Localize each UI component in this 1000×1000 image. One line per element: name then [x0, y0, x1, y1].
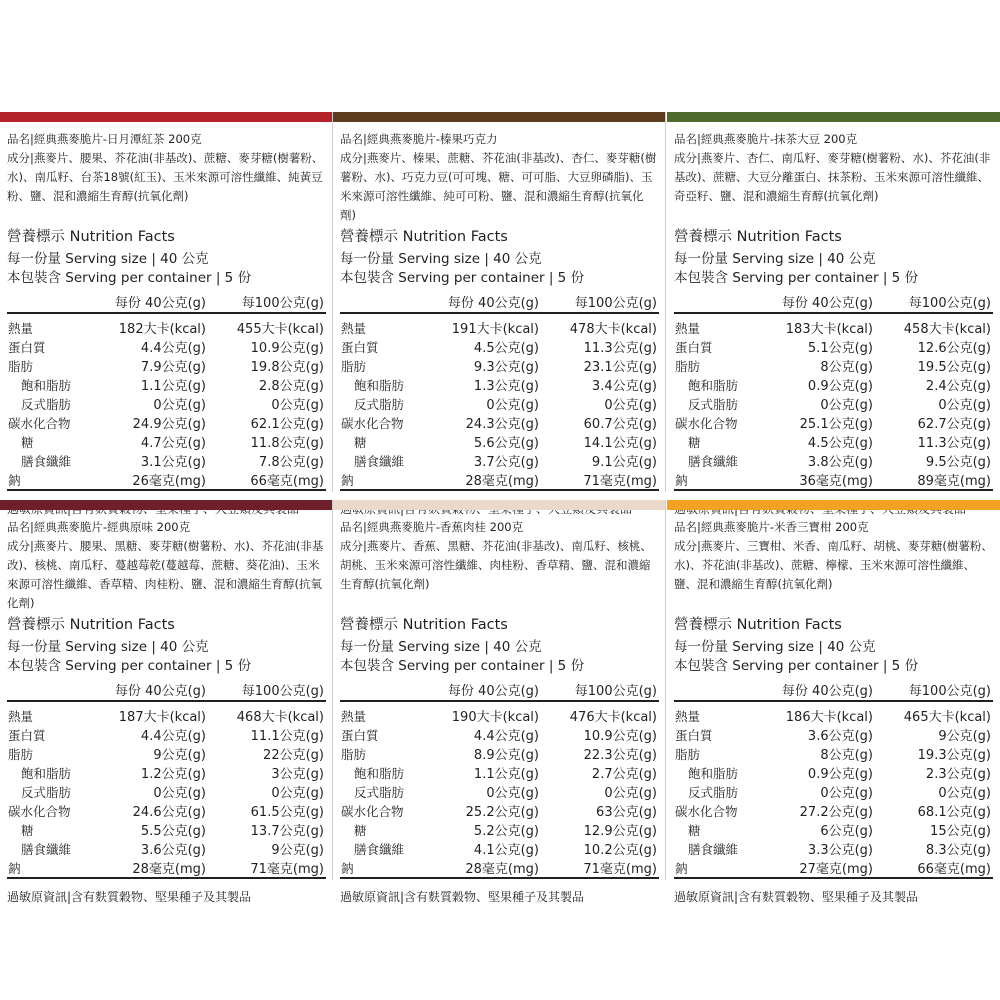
nutrient-row: [7, 413, 326, 432]
nutrient-row: [674, 432, 993, 451]
per-serving-value: 3.1公克(g): [140, 455, 206, 470]
per-100g-value: 19.5公克(g): [917, 360, 991, 375]
per-serving-value: 28毫克(mg): [428, 858, 541, 878]
nutrient-name: 糖: [688, 822, 701, 838]
nutrient-name: 膳食纖維: [688, 841, 739, 857]
per-serving-value: 36毫克(mg): [762, 470, 875, 490]
nutrient-row: [674, 701, 993, 725]
nutrient-name: 熱量: [341, 708, 367, 724]
nutrient-name: 糖: [21, 822, 34, 838]
nutrient-row: [340, 725, 659, 744]
nutrient-name: 蛋白質: [8, 727, 46, 743]
nutrition-panel: [667, 500, 1000, 904]
per-serving-value: 24.9公克(g): [132, 417, 206, 432]
nutrient-name: 脂肪: [675, 746, 701, 762]
serving-size: 每一份量 Serving size | 40 公克: [674, 639, 876, 655]
nutrient-name: 蛋白質: [8, 339, 46, 355]
per-serving-value: 25.1公克(g): [799, 417, 873, 432]
per-100g-value: 0公克(g): [271, 786, 324, 801]
per-100g-value: 71毫克(mg): [541, 858, 659, 878]
nutrient-row: [674, 313, 993, 337]
nutrient-row: [7, 394, 326, 413]
color-bar: [667, 500, 1000, 510]
nutrition-panel: [333, 112, 666, 492]
nutrient-row: [674, 858, 993, 878]
nutrient-row: [674, 725, 993, 744]
per-serving-value: 0公克(g): [486, 398, 539, 413]
per-100g-value: 10.9公克(g): [583, 729, 657, 744]
per-serving-value: 182大卡(kcal): [118, 322, 206, 337]
per-serving-value: 1.3公克(g): [473, 379, 539, 394]
servings-per-container: 本包裝含 Serving per container | 5 份: [340, 658, 585, 674]
per-100g-value: 3.4公克(g): [591, 379, 657, 394]
per-serving-value: 4.5公克(g): [807, 436, 873, 451]
nutrient-name: 蛋白質: [675, 727, 713, 743]
ingredients: 成分|燕麥片、腰果、芥花油(非基改)、蔗糖、麥芽糖(樹薯粉、水)、南瓜籽、台茶18號(紅玉)、玉米來源可溶性纖維、純黃豆粉、鹽、混和濃縮生育醇(抗氧化劑): [7, 151, 324, 203]
nutrient-name: 糖: [354, 822, 367, 838]
nutrient-name: 碳水化合物: [8, 415, 71, 431]
nutrient-name: 鈉: [340, 858, 428, 878]
per-100g-value: 63公克(g): [596, 805, 657, 820]
nutrient-row: [7, 858, 326, 878]
nutrient-name: 鈉: [7, 858, 95, 878]
nutrition-panel: [667, 112, 1000, 492]
color-bar: [0, 500, 332, 510]
nutrient-name: 蛋白質: [341, 339, 379, 355]
nutrient-row: [340, 413, 659, 432]
per-100g-value: 11.8公克(g): [250, 436, 324, 451]
per-serving-value: 0.9公克(g): [807, 767, 873, 782]
nutrition-panel: [0, 112, 333, 492]
per-100g-value: 0公克(g): [271, 398, 324, 413]
serving-size: 每一份量 Serving size | 40 公克: [7, 639, 209, 655]
per-serving-value: 4.4公克(g): [140, 341, 206, 356]
per-serving-value: 3.6公克(g): [807, 729, 873, 744]
per-100g-value: 8.3公克(g): [925, 843, 991, 858]
per-serving-value: 8公克(g): [820, 748, 873, 763]
per-100g-value: 455大卡(kcal): [236, 322, 324, 337]
nutrient-name: 糖: [688, 434, 701, 450]
nutrient-name: 熱量: [8, 708, 34, 724]
nutrient-name: 膳食纖維: [21, 453, 72, 469]
per-serving-value: 28毫克(mg): [95, 858, 208, 878]
per-serving-value: 6公克(g): [820, 824, 873, 839]
col-header-100g: 每100公克(g): [875, 291, 993, 313]
per-serving-value: 27.2公克(g): [799, 805, 873, 820]
facts-title: 營養標示 Nutrition Facts: [674, 617, 842, 633]
allergen-info: 過敏原資訊|含有麩質穀物、堅果種子及其製品: [674, 890, 919, 904]
nutrient-name: 飽和脂肪: [21, 377, 72, 393]
nutrient-row: [7, 375, 326, 394]
nutrient-row: [7, 744, 326, 763]
nutrient-row: [340, 337, 659, 356]
per-serving-value: 0公克(g): [820, 398, 873, 413]
nutrient-row: [340, 858, 659, 878]
nutrient-name: 膳食纖維: [354, 841, 405, 857]
per-serving-value: 5.2公克(g): [473, 824, 539, 839]
col-header-100g: 每100公克(g): [541, 679, 659, 701]
per-100g-value: 0公克(g): [604, 398, 657, 413]
per-100g-value: 2.3公克(g): [925, 767, 991, 782]
per-100g-value: 9公克(g): [938, 729, 991, 744]
per-100g-value: 478大卡(kcal): [569, 322, 657, 337]
nutrient-name: 碳水化合物: [675, 415, 738, 431]
ingredients: 成分|燕麥片、三寶柑、米香、南瓜籽、胡桃、麥芽糖(樹薯粉、水)、芥花油(非基改)、蔗糖、檸檬、玉米來源可溶性纖維、鹽、混和濃縮生育醇(抗氧化劑): [674, 539, 993, 591]
nutrient-name: 脂肪: [341, 746, 367, 762]
facts-title: 營養標示 Nutrition Facts: [7, 617, 175, 633]
nutrient-row: [674, 356, 993, 375]
per-serving-value: 4.4公克(g): [473, 729, 539, 744]
per-100g-value: 12.9公克(g): [583, 824, 657, 839]
nutrient-name: 熱量: [675, 320, 701, 336]
nutrient-name: 膳食纖維: [688, 453, 739, 469]
per-100g-value: 0公克(g): [938, 786, 991, 801]
nutrient-name: 碳水化合物: [341, 415, 404, 431]
ingredients: 成分|燕麥片、杏仁、南瓜籽、麥芽糖(樹薯粉、水)、芥花油(非基改)、蔗糖、大豆分離蛋白、抹茶粉、玉米來源可溶性纖維、奇亞籽、鹽、混和濃縮生育醇(抗氧化劑): [674, 151, 991, 203]
nutrient-name: 脂肪: [8, 746, 34, 762]
per-100g-value: 66毫克(mg): [208, 470, 326, 490]
per-serving-value: 3.6公克(g): [140, 843, 206, 858]
servings-per-container: 本包裝含 Serving per container | 5 份: [674, 658, 919, 674]
nutrient-row: [340, 394, 659, 413]
col-header-100g: 每100公克(g): [208, 291, 326, 313]
nutrient-row: [674, 375, 993, 394]
nutrition-table: [7, 679, 326, 879]
per-serving-value: 9.3公克(g): [473, 360, 539, 375]
nutrient-row: [340, 451, 659, 470]
nutrient-name: 熱量: [675, 708, 701, 724]
col-header-serving: 每份 40公克(g): [95, 291, 208, 313]
col-header-serving: 每份 40公克(g): [762, 679, 875, 701]
per-serving-value: 25.2公克(g): [465, 805, 539, 820]
servings-per-container: 本包裝含 Serving per container | 5 份: [7, 270, 252, 286]
nutrition-table: [674, 679, 993, 879]
per-100g-value: 2.4公克(g): [925, 379, 991, 394]
per-100g-value: 19.8公克(g): [250, 360, 324, 375]
per-100g-value: 10.9公克(g): [250, 341, 324, 356]
product-name: 品名|經典燕麥脆片-榛果巧克力: [340, 132, 498, 146]
per-100g-value: 9.1公克(g): [591, 455, 657, 470]
nutrition-panel: [333, 500, 666, 904]
per-serving-value: 24.3公克(g): [465, 417, 539, 432]
nutrient-row: [674, 839, 993, 858]
per-serving-value: 5.6公克(g): [473, 436, 539, 451]
serving-size: 每一份量 Serving size | 40 公克: [674, 251, 876, 267]
per-100g-value: 14.1公克(g): [583, 436, 657, 451]
color-bar: [333, 500, 665, 510]
color-bar: [667, 112, 1000, 122]
nutrient-row: [7, 820, 326, 839]
nutrient-name: 糖: [21, 434, 34, 450]
per-serving-value: 0公克(g): [820, 786, 873, 801]
nutrient-row: [340, 432, 659, 451]
nutrient-name: 鈉: [340, 470, 428, 490]
nutrient-row: [340, 701, 659, 725]
product-name: 品名|經典燕麥脆片-經典原味 200克: [7, 520, 191, 534]
nutrient-row: [7, 313, 326, 337]
per-serving-value: 4.7公克(g): [140, 436, 206, 451]
nutrient-row: [674, 451, 993, 470]
nutrient-name: 脂肪: [341, 358, 367, 374]
per-serving-value: 9公克(g): [153, 748, 206, 763]
per-serving-value: 187大卡(kcal): [118, 710, 206, 725]
nutrition-table: [340, 291, 659, 491]
color-bar: [0, 112, 332, 122]
per-100g-value: 7.8公克(g): [258, 455, 324, 470]
col-header-100g: 每100公克(g): [541, 291, 659, 313]
per-serving-value: 5.1公克(g): [807, 341, 873, 356]
per-100g-value: 9.5公克(g): [925, 455, 991, 470]
nutrient-name: 飽和脂肪: [688, 377, 739, 393]
product-name: 品名|經典燕麥脆片-米香三寶柑 200克: [674, 520, 869, 534]
per-serving-value: 27毫克(mg): [762, 858, 875, 878]
per-100g-value: 89毫克(mg): [875, 470, 993, 490]
per-serving-value: 8.9公克(g): [473, 748, 539, 763]
facts-title: 營養標示 Nutrition Facts: [340, 617, 508, 633]
nutrient-row: [7, 451, 326, 470]
per-serving-value: 8公克(g): [820, 360, 873, 375]
serving-size: 每一份量 Serving size | 40 公克: [340, 639, 542, 655]
nutrient-name: 鈉: [674, 470, 762, 490]
per-serving-value: 3.7公克(g): [473, 455, 539, 470]
nutrient-row: [340, 782, 659, 801]
nutrient-name: 熱量: [8, 320, 34, 336]
nutrient-name: 碳水化合物: [675, 803, 738, 819]
facts-title: 營養標示 Nutrition Facts: [7, 229, 175, 245]
per-100g-value: 13.7公克(g): [250, 824, 324, 839]
nutrient-row: [7, 470, 326, 490]
per-serving-value: 0公克(g): [486, 786, 539, 801]
nutrient-name: 脂肪: [8, 358, 34, 374]
per-serving-value: 183大卡(kcal): [785, 322, 873, 337]
per-100g-value: 62.1公克(g): [250, 417, 324, 432]
per-serving-value: 1.1公克(g): [140, 379, 206, 394]
nutrient-name: 熱量: [341, 320, 367, 336]
per-100g-value: 0公克(g): [938, 398, 991, 413]
nutrient-name: 反式脂肪: [354, 784, 405, 800]
nutrient-name: 糖: [354, 434, 367, 450]
nutrient-row: [674, 337, 993, 356]
nutrient-row: [340, 820, 659, 839]
nutrient-name: 蛋白質: [341, 727, 379, 743]
per-100g-value: 465大卡(kcal): [903, 710, 991, 725]
servings-per-container: 本包裝含 Serving per container | 5 份: [674, 270, 919, 286]
facts-title: 營養標示 Nutrition Facts: [340, 229, 508, 245]
per-serving-value: 4.1公克(g): [473, 843, 539, 858]
per-100g-value: 66毫克(mg): [875, 858, 993, 878]
nutrient-row: [674, 470, 993, 490]
nutrient-row: [7, 701, 326, 725]
allergen-info: 過敏原資訊|含有麩質穀物、堅果種子及其製品: [340, 890, 585, 904]
per-100g-value: 62.7公克(g): [917, 417, 991, 432]
per-100g-value: 22.3公克(g): [583, 748, 657, 763]
nutrient-row: [674, 413, 993, 432]
per-serving-value: 1.1公克(g): [473, 767, 539, 782]
ingredients: 成分|燕麥片、榛果、蔗糖、芥花油(非基改)、杏仁、麥芽糖(樹薯粉、水)、巧克力豆(可可塊、糖、可可脂、大豆卵磷脂)、玉米來源可溶性纖維、純可可粉、鹽、混和濃縮生育醇(抗氧化劑): [340, 151, 657, 222]
servings-per-container: 本包裝含 Serving per container | 5 份: [340, 270, 585, 286]
nutrient-row: [7, 782, 326, 801]
per-100g-value: 71毫克(mg): [208, 858, 326, 878]
product-name: 品名|經典燕麥脆片-抹茶大豆 200克: [674, 132, 858, 146]
nutrient-name: 反式脂肪: [21, 396, 72, 412]
per-serving-value: 7.9公克(g): [140, 360, 206, 375]
per-100g-value: 11.1公克(g): [250, 729, 324, 744]
nutrient-row: [674, 782, 993, 801]
allergen-info: 過敏原資訊|含有麩質穀物、堅果種子及其製品: [7, 890, 252, 904]
per-100g-value: 11.3公克(g): [917, 436, 991, 451]
per-100g-value: 3公克(g): [271, 767, 324, 782]
per-serving-value: 4.4公克(g): [140, 729, 206, 744]
per-serving-value: 191大卡(kcal): [451, 322, 539, 337]
per-100g-value: 71毫克(mg): [541, 470, 659, 490]
color-bar: [333, 112, 665, 122]
col-header-serving: 每份 40公克(g): [762, 291, 875, 313]
ingredients: 成分|燕麥片、香蕉、黑糖、芥花油(非基改)、南瓜籽、核桃、胡桃、玉米來源可溶性纖維、肉桂粉、香草精、鹽、混和濃縮生育醇(抗氧化劑): [340, 539, 652, 591]
serving-size: 每一份量 Serving size | 40 公克: [7, 251, 209, 267]
per-100g-value: 19.3公克(g): [917, 748, 991, 763]
nutrition-table: [674, 291, 993, 491]
nutrient-row: [7, 801, 326, 820]
nutrient-name: 膳食纖維: [21, 841, 72, 857]
per-100g-value: 2.7公克(g): [591, 767, 657, 782]
product-name: 品名|經典燕麥脆片-香蕉肉桂 200克: [340, 520, 524, 534]
per-serving-value: 0.9公克(g): [807, 379, 873, 394]
product-name: 品名|經典燕麥脆片-日月潭紅茶 200克: [7, 132, 202, 146]
nutrient-name: 反式脂肪: [21, 784, 72, 800]
col-header-100g: 每100公克(g): [208, 679, 326, 701]
facts-title: 營養標示 Nutrition Facts: [674, 229, 842, 245]
per-100g-value: 9公克(g): [271, 843, 324, 858]
nutrition-panel: [0, 500, 333, 904]
nutrient-row: [340, 763, 659, 782]
nutrient-row: [7, 763, 326, 782]
nutrient-row: [340, 375, 659, 394]
ingredients: 成分|燕麥片、腰果、黑糖、麥芽糖(樹薯粉、水)、芥花油(非基改)、核桃、南瓜籽、蔓越莓乾(蔓越莓、蔗糖、葵花油)、玉米來源可溶性纖維、香草精、肉桂粉、鹽、混和濃縮生育醇(抗氧化劑): [7, 539, 324, 610]
nutrient-row: [674, 394, 993, 413]
nutrient-row: [7, 725, 326, 744]
per-100g-value: 11.3公克(g): [583, 341, 657, 356]
serving-size: 每一份量 Serving size | 40 公克: [340, 251, 542, 267]
nutrient-row: [674, 801, 993, 820]
nutrient-row: [340, 744, 659, 763]
per-serving-value: 26毫克(mg): [95, 470, 208, 490]
nutrient-name: 反式脂肪: [354, 396, 405, 412]
col-header-serving: 每份 40公克(g): [428, 679, 541, 701]
nutrient-row: [340, 801, 659, 820]
per-serving-value: 0公克(g): [153, 786, 206, 801]
nutrient-row: [7, 839, 326, 858]
per-100g-value: 22公克(g): [263, 748, 324, 763]
nutrient-row: [7, 356, 326, 375]
nutrient-name: 蛋白質: [675, 339, 713, 355]
nutrient-name: 碳水化合物: [8, 803, 71, 819]
per-serving-value: 4.5公克(g): [473, 341, 539, 356]
per-100g-value: 12.6公克(g): [917, 341, 991, 356]
per-serving-value: 5.5公克(g): [140, 824, 206, 839]
nutrient-name: 鈉: [674, 858, 762, 878]
per-100g-value: 60.7公克(g): [583, 417, 657, 432]
nutrient-name: 反式脂肪: [688, 396, 739, 412]
nutrient-name: 碳水化合物: [341, 803, 404, 819]
per-100g-value: 68.1公克(g): [917, 805, 991, 820]
nutrition-table: [7, 291, 326, 491]
per-100g-value: 468大卡(kcal): [236, 710, 324, 725]
per-serving-value: 3.8公克(g): [807, 455, 873, 470]
per-serving-value: 190大卡(kcal): [451, 710, 539, 725]
per-serving-value: 24.6公克(g): [132, 805, 206, 820]
per-serving-value: 1.2公克(g): [140, 767, 206, 782]
per-100g-value: 0公克(g): [604, 786, 657, 801]
nutrient-row: [340, 356, 659, 375]
per-serving-value: 28毫克(mg): [428, 470, 541, 490]
nutrient-row: [674, 744, 993, 763]
per-serving-value: 186大卡(kcal): [785, 710, 873, 725]
nutrient-row: [674, 763, 993, 782]
per-100g-value: 61.5公克(g): [250, 805, 324, 820]
per-serving-value: 3.3公克(g): [807, 843, 873, 858]
nutrient-name: 膳食纖維: [354, 453, 405, 469]
col-header-serving: 每份 40公克(g): [95, 679, 208, 701]
nutrient-row: [340, 839, 659, 858]
nutrient-name: 飽和脂肪: [354, 377, 405, 393]
servings-per-container: 本包裝含 Serving per container | 5 份: [7, 658, 252, 674]
nutrient-name: 脂肪: [675, 358, 701, 374]
nutrient-name: 反式脂肪: [688, 784, 739, 800]
nutrient-row: [7, 337, 326, 356]
nutrient-row: [7, 432, 326, 451]
col-header-100g: 每100公克(g): [875, 679, 993, 701]
nutrient-row: [340, 470, 659, 490]
col-header-serving: 每份 40公克(g): [428, 291, 541, 313]
nutrient-row: [340, 313, 659, 337]
per-100g-value: 476大卡(kcal): [569, 710, 657, 725]
nutrient-name: 飽和脂肪: [21, 765, 72, 781]
nutrition-table: [340, 679, 659, 879]
nutrient-row: [674, 820, 993, 839]
per-100g-value: 15公克(g): [930, 824, 991, 839]
per-100g-value: 23.1公克(g): [583, 360, 657, 375]
per-serving-value: 0公克(g): [153, 398, 206, 413]
nutrient-name: 鈉: [7, 470, 95, 490]
nutrient-name: 飽和脂肪: [688, 765, 739, 781]
per-100g-value: 10.2公克(g): [583, 843, 657, 858]
per-100g-value: 458大卡(kcal): [903, 322, 991, 337]
nutrient-name: 飽和脂肪: [354, 765, 405, 781]
per-100g-value: 2.8公克(g): [258, 379, 324, 394]
